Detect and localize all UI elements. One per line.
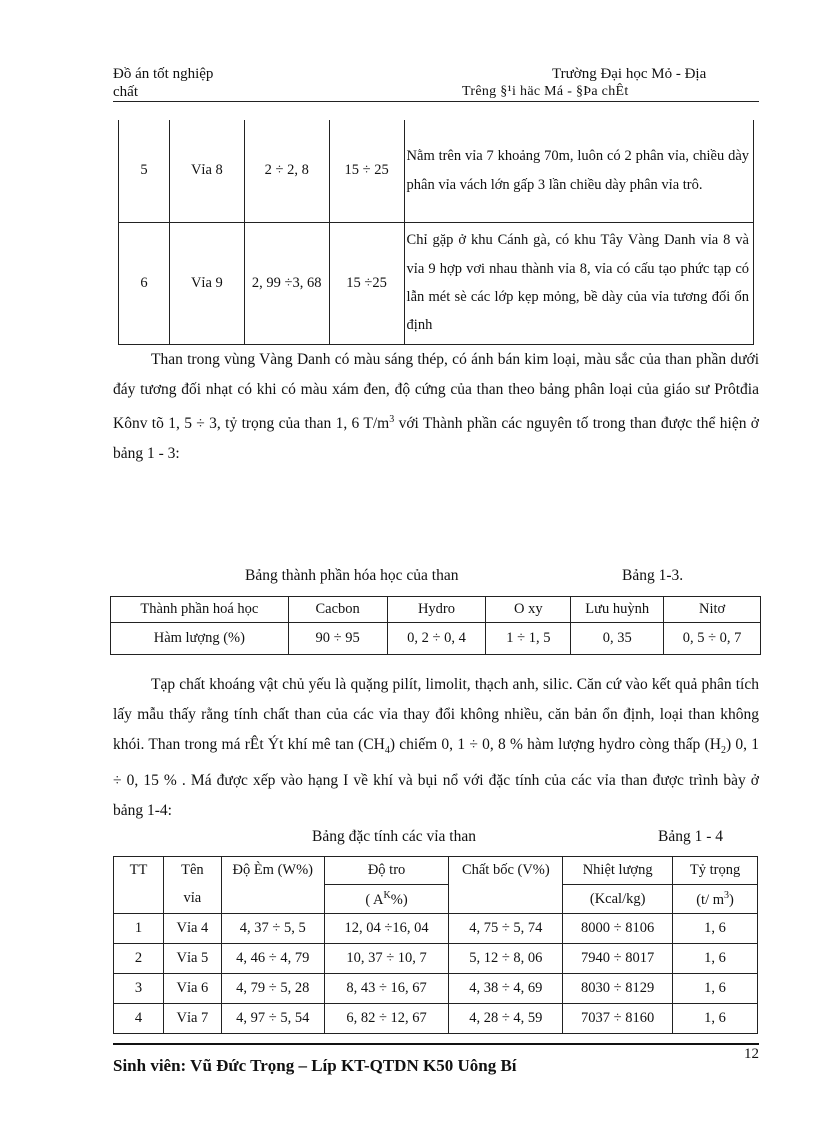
para2-text-a: Tạp chất khoáng vật chủ yếu là quặng pilít, limolit, thạch anh, silic. Căn cứ vào kết quả phân tích lấy mẫu thấy rằng tính chất than của các vỉa thay đổi không nhiều, căn bản ổn định, loại than không khói. Than trong má rÊt Ýt khí mê tan (CH — [113, 676, 759, 753]
table-cell: 8030 ÷ 8129 — [563, 974, 673, 1004]
para2-sub1: 4 — [384, 745, 390, 757]
table-header-cell-ash — [324, 885, 449, 914]
table-row — [114, 914, 758, 944]
table-header-cell: Tên — [163, 857, 221, 885]
table14-caption: Bảng đặc tính các vỉa than — [312, 828, 476, 845]
table-cell: 1, 6 — [673, 1004, 758, 1034]
seam-note: Nằm trên vỉa 7 khoảng 70m, luôn có 2 phân vỉa, chiều dày phân vỉa vách lớn gấp 3 lần chiều dày phân vỉa trô. — [404, 120, 753, 222]
table-cell: 1 — [114, 914, 164, 944]
seam-thickness: 2 ÷ 2, 8 — [244, 120, 329, 222]
para2-sub2: 2 — [720, 745, 726, 757]
table-cell: Vỉa 4 — [163, 914, 221, 944]
ash-unit-open: ( A — [365, 891, 384, 908]
table-cell: 1, 6 — [673, 944, 758, 974]
seam-thickness: 2, 99 ÷3, 68 — [244, 222, 329, 344]
footer-student: Sinh viên: Vũ Đức Trọng – Líp KT-QTDN K50 Uông Bí — [113, 1056, 517, 1075]
ash-unit-close: %) — [390, 891, 408, 908]
table-header-cell: TT — [114, 857, 164, 885]
coal-seam-characteristics-table — [113, 856, 758, 1034]
table-row — [111, 623, 761, 655]
table-cell: 4, 38 ÷ 4, 69 — [449, 974, 563, 1004]
table-header-row — [114, 857, 758, 885]
table-row — [114, 1004, 758, 1034]
table-header-cell: vỉa — [163, 885, 221, 914]
table-header-cell: O xy — [486, 597, 571, 623]
seam-note: Chỉ gặp ở khu Cánh gà, có khu Tây Vàng Danh vỉa 8 và vỉa 9 hợp vơi nhau thành vỉa 8, vỉa có cấu tạo phức tạp có lẫn mét sè các lớp kẹp mỏng, bề dày của vỉa tương đối ổn định — [404, 222, 753, 344]
table-row — [119, 120, 754, 222]
table-header-cell — [114, 885, 164, 914]
density-unit-sup: 3 — [724, 889, 730, 901]
table-cell: 4, 28 ÷ 4, 59 — [449, 1004, 563, 1034]
table-header-cell: Thành phần hoá học — [111, 597, 289, 623]
table-cell: 4, 75 ÷ 5, 74 — [449, 914, 563, 944]
seam-table — [118, 120, 754, 345]
table-cell: 4 — [114, 1004, 164, 1034]
table-cell: Vỉa 5 — [163, 944, 221, 974]
table-cell: 8, 43 ÷ 16, 67 — [324, 974, 449, 1004]
ash-unit-sup: K — [383, 889, 391, 901]
table-header-cell: Cacbon — [288, 597, 387, 623]
seam-name: Vỉa 9 — [169, 222, 244, 344]
table-header-cell — [449, 885, 563, 914]
para1-text-b: với Thành phần các nguyên tố trong than được thể hiện ở bảng 1 - 3: — [113, 415, 759, 463]
table-header-cell: Chất bốc (V%) — [449, 857, 563, 885]
table-row — [114, 974, 758, 1004]
seam-depth: 15 ÷ 25 — [329, 120, 404, 222]
para2-text-b: ) chiếm 0, 1 ÷ 0, 8 % hàm lượng hydro còng thấp (H — [389, 736, 721, 753]
table13-label: Bảng 1-3. — [622, 567, 684, 584]
table-cell: 90 ÷ 95 — [288, 623, 387, 655]
table-header-cell: Hydro — [387, 597, 486, 623]
table-cell: 7037 ÷ 8160 — [563, 1004, 673, 1034]
header-right-line2: Trêng §¹i häc Má - §Þa chÊt — [462, 84, 629, 99]
table-cell: Vỉa 6 — [163, 974, 221, 1004]
seam-no: 6 — [119, 222, 170, 344]
table-cell: 7940 ÷ 8017 — [563, 944, 673, 974]
density-unit-close: ) — [729, 891, 734, 908]
header-title-left: Đồ án tốt nghiệp — [113, 66, 214, 82]
table-header-cell: Lưu huỳnh — [571, 597, 664, 623]
table-header-cell: Tỷ trọng — [673, 857, 758, 885]
table-cell: Hàm lượng (%) — [111, 623, 289, 655]
table-header-cell-density — [673, 885, 758, 914]
para2-text-c: ) 0, 1 ÷ 0, 15 % . Má được xếp vào hạng I về khí và bụi nổ với đặc tính của các vỉa than được trình bày ở bảng 1-4: — [113, 736, 760, 820]
table-cell: 1 ÷ 1, 5 — [486, 623, 571, 655]
table-header-cell: (Kcal/kg) — [563, 885, 673, 914]
para1-text-a: Than trong vùng Vàng Danh có màu sáng thép, có ánh bán kim loại, màu sắc của than phần dưới đáy tương đối nhạt có khi có màu xám đen, độ cứng của than theo bảng phân loại của giáo sư Prôtđia Kônv tõ 1, 5 ÷ 3, tỷ trọng của than 1, 6 T/m — [113, 351, 759, 433]
table-row — [119, 222, 754, 344]
table-cell: 1, 6 — [673, 914, 758, 944]
table-cell: 2 — [114, 944, 164, 974]
table-cell: 4, 46 ÷ 4, 79 — [221, 944, 324, 974]
table-header-cell: Độ tro — [324, 857, 449, 885]
seam-no: 5 — [119, 120, 170, 222]
table-cell: 12, 04 ÷16, 04 — [324, 914, 449, 944]
table-cell: 0, 2 ÷ 0, 4 — [387, 623, 486, 655]
table-cell: Vỉa 7 — [163, 1004, 221, 1034]
table-header-cell: Độ Èm (W%) — [221, 857, 324, 885]
table-cell: 10, 37 ÷ 10, 7 — [324, 944, 449, 974]
table-subheader-row — [114, 885, 758, 914]
header-title-right: Trường Đại học Mỏ - Địa — [552, 66, 707, 82]
table13-caption: Bảng thành phần hóa học của than — [245, 567, 459, 584]
table-cell: 6, 82 ÷ 12, 67 — [324, 1004, 449, 1034]
header-left-line2: chất — [113, 84, 138, 100]
table-cell: 4, 37 ÷ 5, 5 — [221, 914, 324, 944]
table-cell: 4, 79 ÷ 5, 28 — [221, 974, 324, 1004]
table-cell: 1, 6 — [673, 974, 758, 1004]
chemical-composition-table — [110, 596, 761, 655]
table-cell: 5, 12 ÷ 8, 06 — [449, 944, 563, 974]
paragraph-impurities — [113, 670, 759, 826]
header-rule — [113, 101, 759, 102]
footer-rule — [113, 1043, 759, 1045]
table-cell: 0, 5 ÷ 0, 7 — [664, 623, 761, 655]
table-cell: 3 — [114, 974, 164, 1004]
seam-depth: 15 ÷25 — [329, 222, 404, 344]
table-row — [114, 944, 758, 974]
table-cell: 0, 35 — [571, 623, 664, 655]
table-header-cell: Nhiệt lượng — [563, 857, 673, 885]
density-unit-open: (t/ m — [696, 891, 725, 908]
paragraph-coal-properties — [113, 345, 759, 469]
seam-name: Vỉa 8 — [169, 120, 244, 222]
para1-sup: 3 — [389, 414, 395, 425]
table-header-cell: Nitơ — [664, 597, 761, 623]
page-number: 12 — [744, 1046, 759, 1062]
table14-label: Bảng 1 - 4 — [658, 828, 724, 845]
table-cell: 8000 ÷ 8106 — [563, 914, 673, 944]
table-header-cell — [221, 885, 324, 914]
table-header-row — [111, 597, 761, 623]
table-cell: 4, 97 ÷ 5, 54 — [221, 1004, 324, 1034]
